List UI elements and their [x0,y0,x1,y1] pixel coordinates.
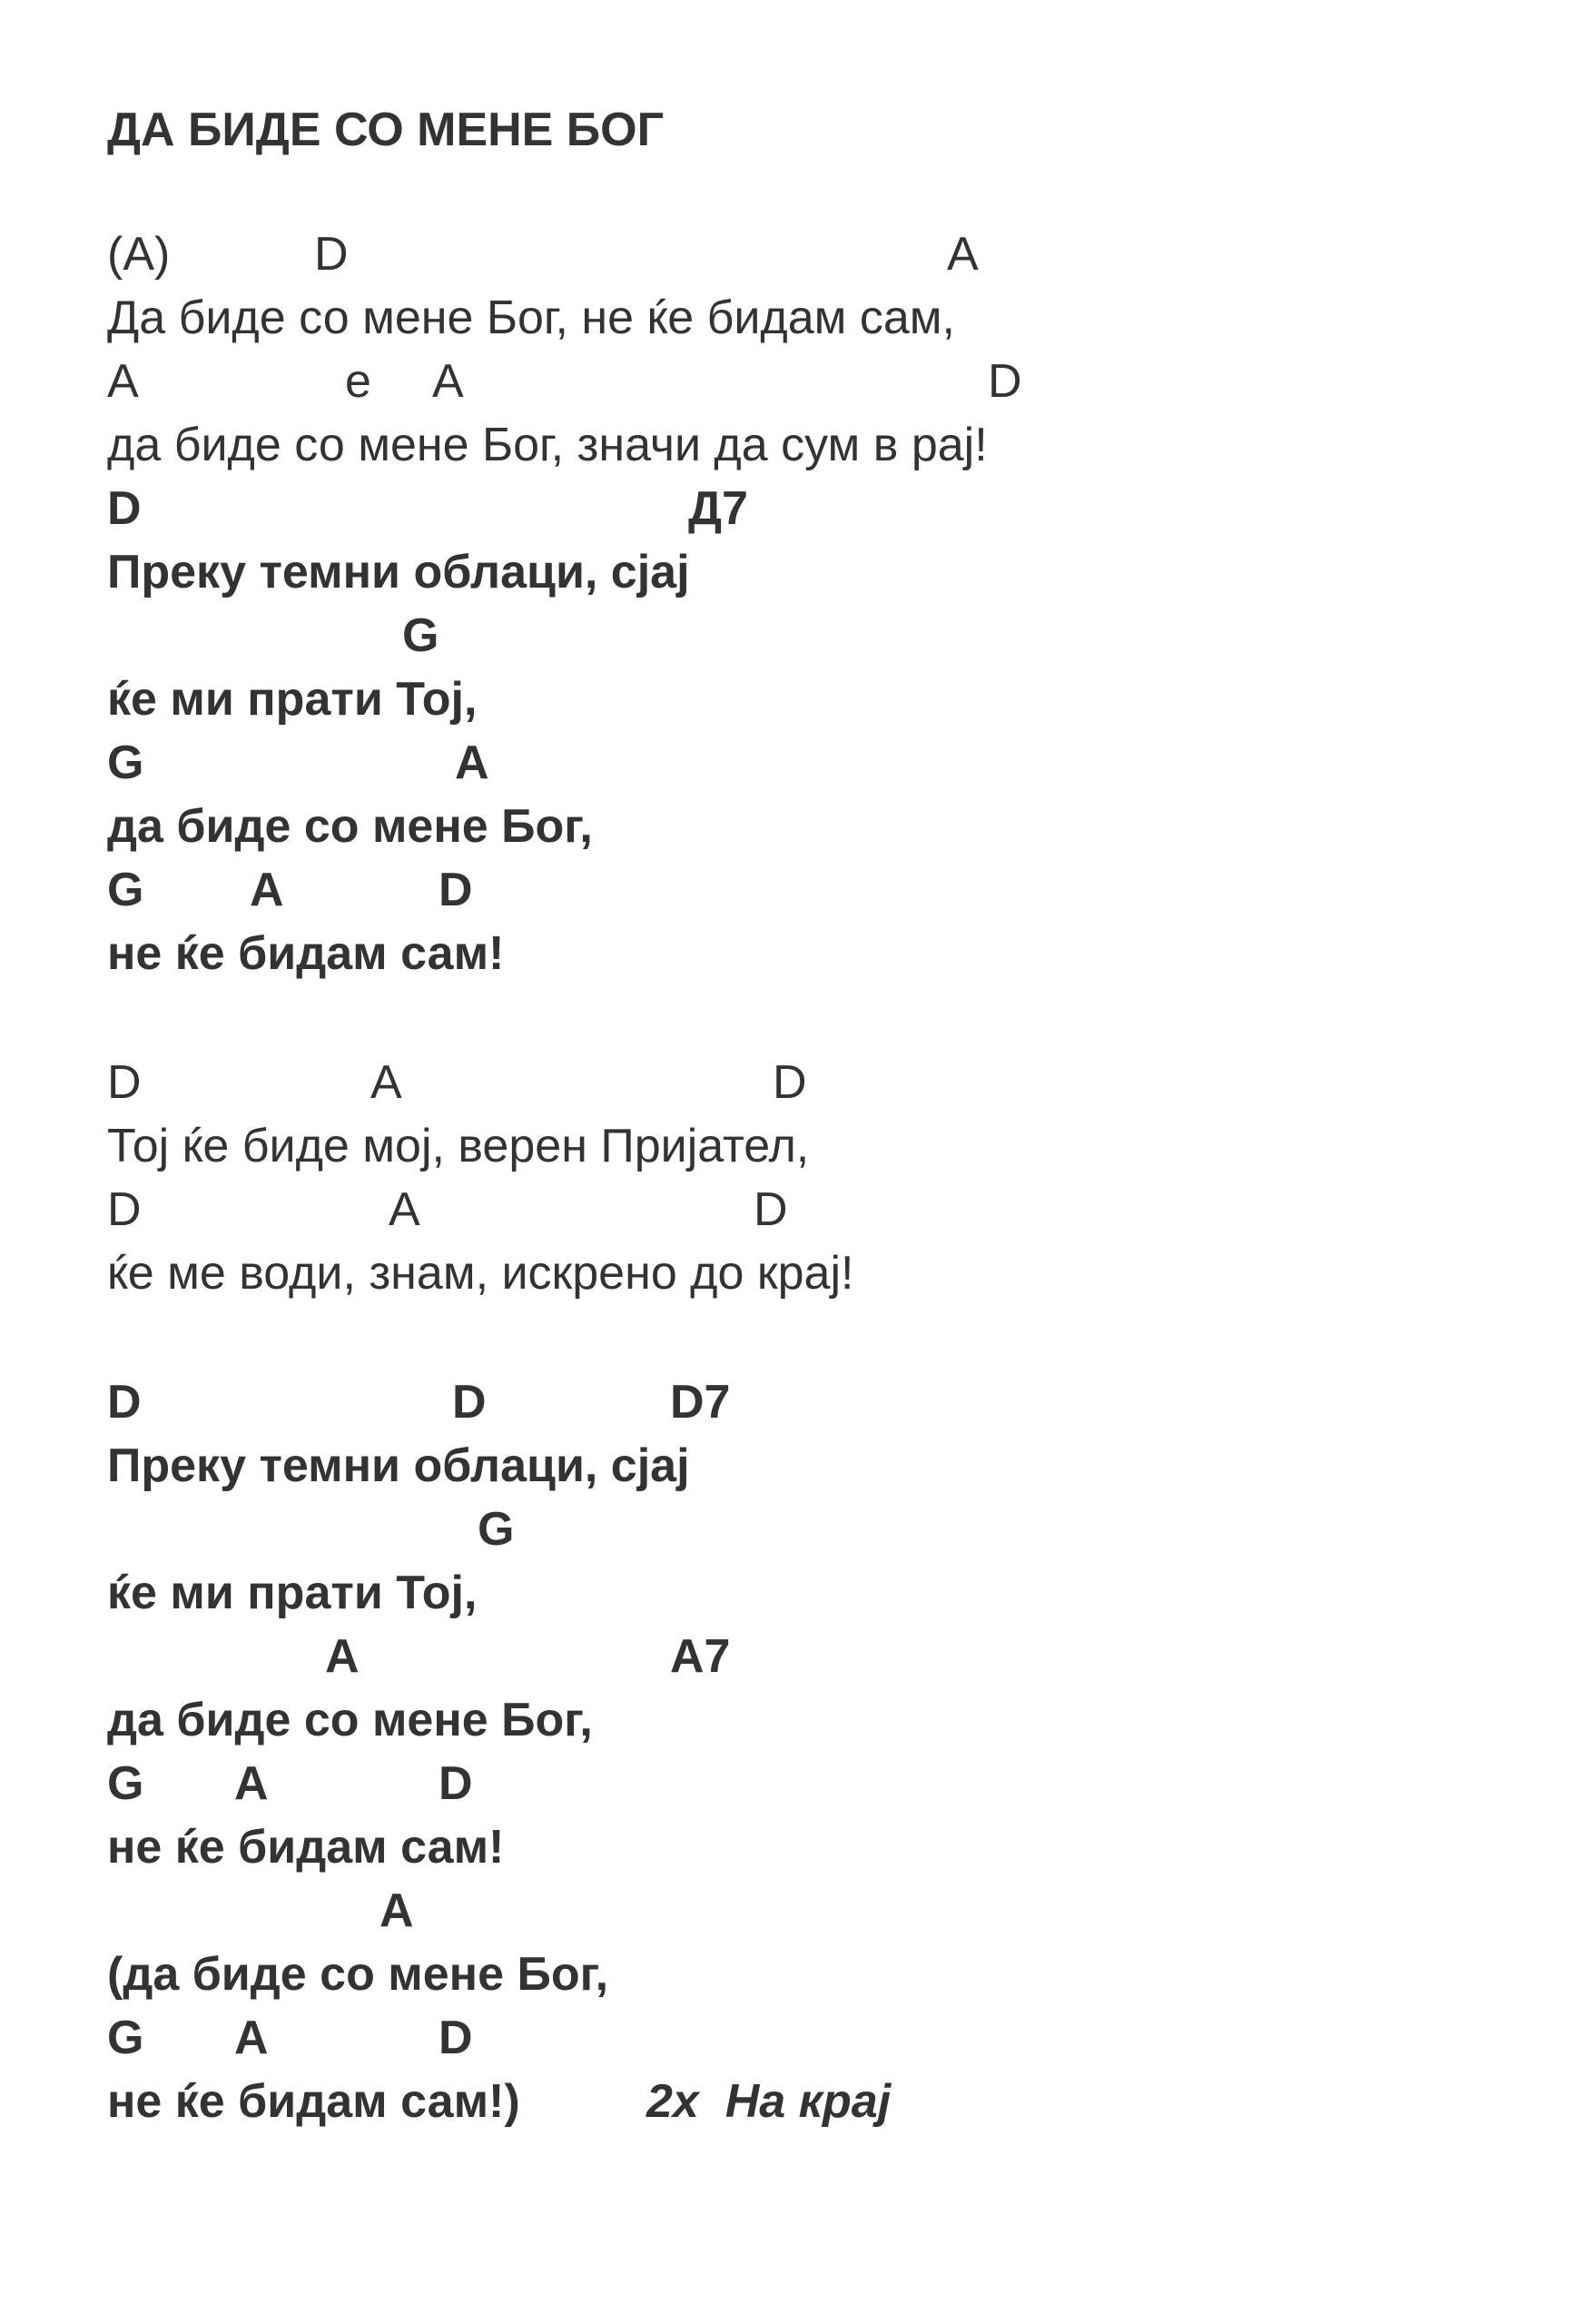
chord-line [107,1051,807,1114]
lyric-line: (да биде со мене Бог, [107,1948,609,2001]
chord-line [107,2006,473,2070]
chord: G [107,864,144,916]
chord: D [107,1183,142,1236]
chord: A [234,1757,269,1810]
chord: D [314,228,349,281]
lyric-line: да биде со мене Бог, [107,800,593,853]
chord: G [402,609,439,662]
lyric-line: Преку темни облаци, сјај [107,546,690,598]
chord: Д7 [688,482,748,535]
chord-line [107,223,979,286]
lyric-line: да биде со мене Бог, значи да сум в рај! [107,419,988,471]
chord: D [439,1757,473,1810]
chord-line [107,477,748,540]
chord: (A) [107,228,171,281]
lyric-line: не ќе бидам сам!) [107,2075,520,2128]
chord: A [947,228,979,281]
chord: A7 [670,1630,731,1683]
chord-line [107,731,489,795]
lyric-line: не ќе бидам сам! [107,1821,505,1874]
chord: G [107,2012,144,2064]
chord: G [107,1757,144,1810]
lyric-line: Тој ќе биде мој, верен Пријател, [107,1120,810,1172]
chord: D [754,1183,788,1236]
lyric-line: Да биде со мене Бог, не ќе бидам сам, [107,292,955,344]
chord: D [107,482,142,535]
lyric-line: ќе ми прати Тој, [107,673,478,726]
chord: D [452,1376,487,1429]
lyric-line: не ќе бидам сам! [107,927,505,980]
chord: A [370,1056,402,1109]
chord-line [107,604,439,668]
song-title: ДА БИДЕ СО МЕНЕ БОГ [107,104,665,156]
chord: D [439,864,473,916]
chord-line [107,1625,731,1688]
chord: A [389,1183,420,1236]
chord: G [478,1503,515,1556]
chord-line [107,1752,473,1815]
chord-line [107,1879,414,1943]
chord: A [234,2012,269,2064]
chord: A [380,1884,414,1937]
chord-line [107,1178,788,1241]
chord-line [107,1370,731,1434]
lyric-line: Преку темни облаци, сјај [107,1439,690,1492]
chord: D [439,2012,473,2064]
chord: A [325,1630,360,1683]
lyric-line: да биде со мене Бог, [107,1694,593,1746]
chord-line [107,1498,515,1561]
chord: A [432,355,464,408]
chord: A [107,355,139,408]
lyric-line: ќе ми прати Тој, [107,1567,478,1619]
chord: D7 [670,1376,731,1429]
chord: G [107,737,144,789]
chord-line [107,350,1022,413]
lyric-line: ќе ме води, знам, искрено до крај! [107,1247,854,1300]
chord: e [345,355,371,408]
chord: D [107,1376,142,1429]
chord: D [988,355,1022,408]
chord: A [250,864,284,916]
chord: A [455,737,489,789]
repeat-note: 2x На крај [646,2075,892,2128]
chord: D [773,1056,807,1109]
chord: D [107,1056,142,1109]
chord-line [107,858,473,922]
